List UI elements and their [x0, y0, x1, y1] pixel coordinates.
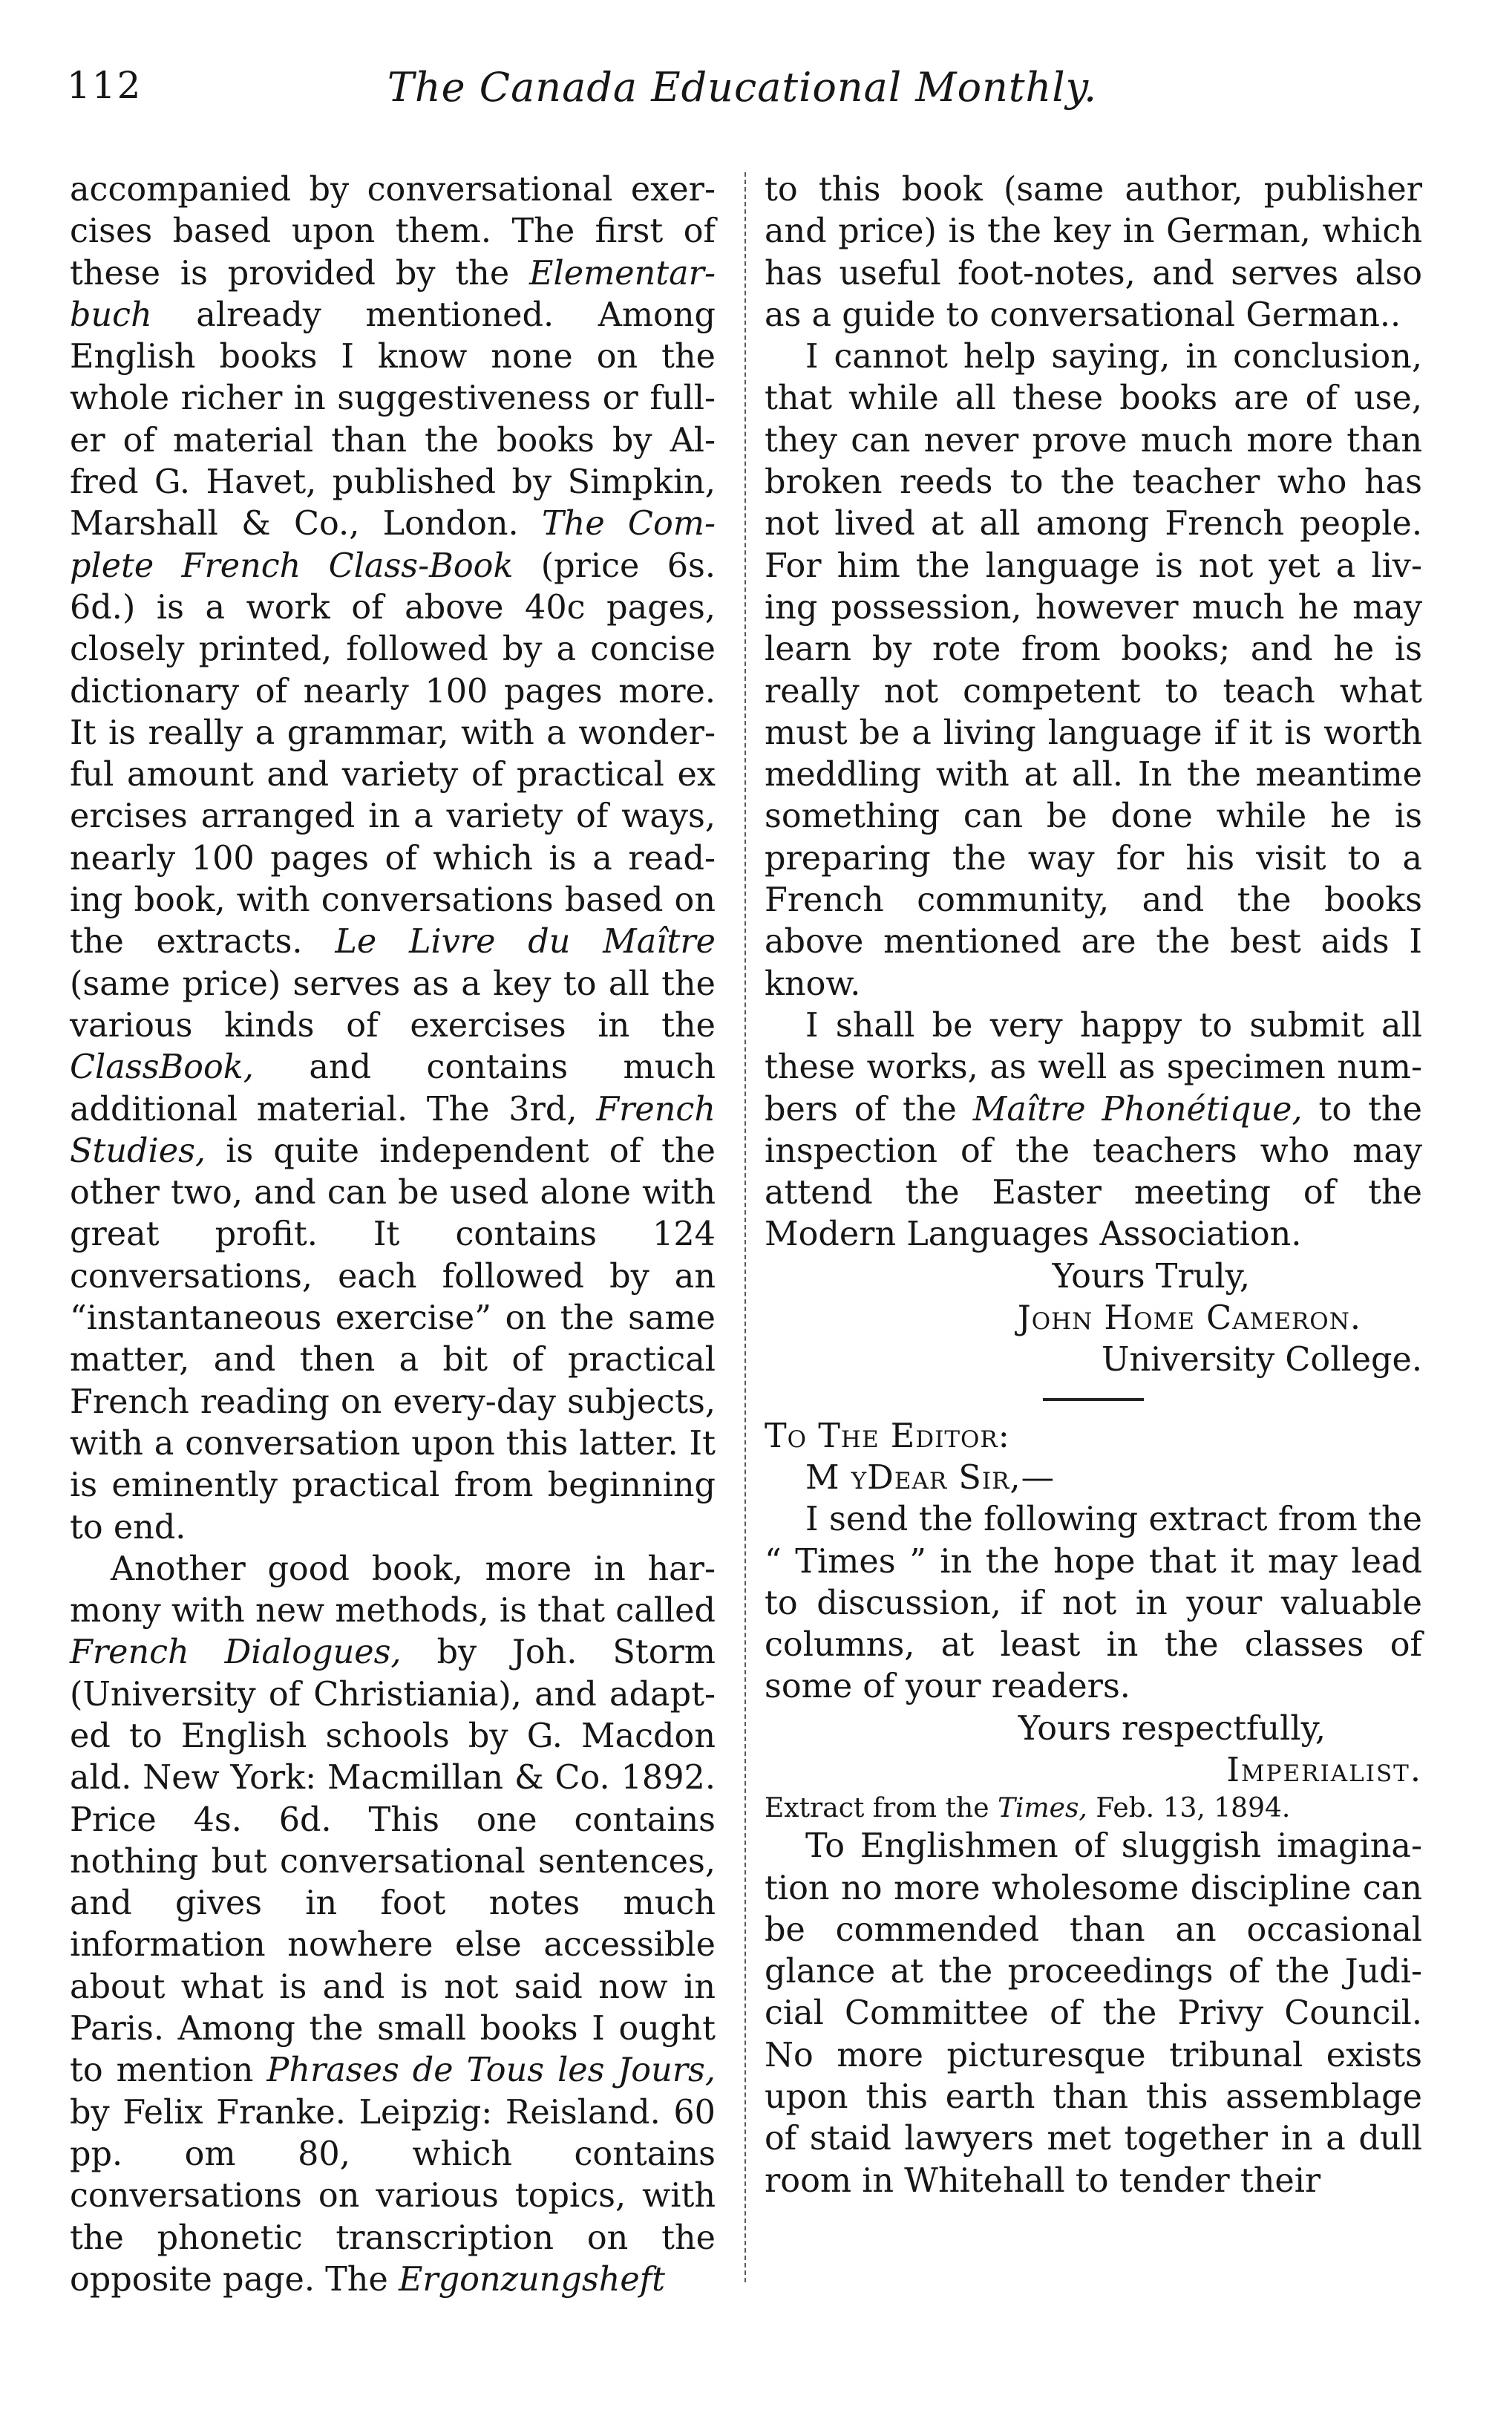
italic-title: French Studies, [70, 1090, 716, 1170]
text-span: to the inspection of the teachers who may attend the Easter meeting of the Modern Languages Association. [765, 1090, 1422, 1254]
paragraph [70, 1549, 716, 2301]
text-span: already mentioned. Among English books I know none on the whole richer in suggestiveness or fuller of material than the books by Alfred G. Havet, published by Simpkin, Marshall & Co., London. [70, 295, 716, 543]
letter-body: I send the following extract from the “ Times ” in the hope that it may lead to discussion, if not in your valuable columns, at least in the classes of some of your readers. [765, 1501, 1422, 1706]
italic-title: The Complete French Class-Book [70, 505, 716, 585]
paragraph: I cannot help saying, in conclusion, that while all these books are of use, they can never prove much more than broken reeds to the teacher who has not lived at all among French people. For him the language is not yet a living possession, however much he may learn by rote from books; and he is really not competent to teach what must be a living language if it is worth meddling with at all. In the meantime something can be done while he is preparing the way for his visit to a French community, and the books above mentioned are the best aids I know. [765, 338, 1422, 1003]
text-span: by Joh. Storm (University of Christiania), and adapted to English schools by G. Macdon ald. New York: Macmillan & Co. 1892. Price 4s. 6d. This one contains nothing but conversational sentences, and gives in foot notes much information nowhere else accessible about what is and is not said now in Paris. Among the small books I ought to mention [70, 1633, 716, 2090]
extract-heading [765, 1792, 1422, 1826]
paragraph [70, 169, 716, 1549]
page-header [67, 64, 1418, 131]
text-span: Another good book, more in harmony with new methods, is that called [70, 1550, 716, 1630]
extract-paragraph: To Englishmen of sluggish imagination no more wholesome discipline can be commended than an occasional glance at the proceedings of the Judicial Committee of the Privy Council. No more picturesque tribunal exists upon this earth than this assemblage of staid lawyers met together in a dull room in Whitehall to tender their [765, 1827, 1422, 2200]
letter-closing: Yours respectfully, [1018, 1709, 1326, 1748]
letter-address: To The Editor: [765, 1417, 1010, 1455]
italic-title: Le Livre du Maître [335, 923, 716, 961]
text-span: (price 6s. 6d.) is a work of above 40c pages, closely printed, followed by a concise dictionary of nearly 100 pages more. It is really a grammar, with a wonderful amount and variety of practical ex ercises arranged in a variety of ways, nearly 100 pages of which is a reading book, with conversations based on the extracts. [70, 546, 716, 961]
text-span: I shall be very happy to submit all these works, as well as specimen numbers of the [765, 1006, 1422, 1129]
text-span: Extract from the [765, 1793, 998, 1824]
signature-name: John Home Cameron. [1017, 1299, 1361, 1338]
signature-name: Imperialist. [1226, 1751, 1422, 1789]
italic-title: ClassBook, [70, 1048, 254, 1087]
signature-affiliation: University College. [1102, 1341, 1422, 1379]
letter-salutation: M yDear Sir,— [805, 1458, 1056, 1497]
running-title: The Canada Educational Monthly. [387, 64, 1098, 111]
section-rule [1043, 1398, 1144, 1401]
paragraph: to this book (same author, publisher and price) is the key in German, which has useful foot-notes, and serves also as a guide to conversational German.. [765, 171, 1422, 334]
text-span: by Felix Franke. Leipzig: Reisland. 60 pp. om 80, which contains conversations on various topics, with the phonetic transcription on the opposite page. The [70, 2093, 716, 2299]
page-number: 112 [67, 64, 143, 107]
text-span: Feb. 13, 1894. [1087, 1793, 1291, 1824]
text-span: (same price) serves as a key to all the various kinds of exercises in the [70, 964, 716, 1045]
paragraph [765, 1005, 1422, 1256]
letter-closing: Yours Truly, [1052, 1257, 1250, 1296]
text-span: and contains much additional material. The 3rd, [70, 1048, 716, 1129]
right-column [765, 169, 1422, 2202]
left-column [70, 169, 716, 2301]
column-divider [744, 172, 746, 2282]
italic-title: Maître Phonétique, [972, 1090, 1303, 1129]
text-span: is quite independent of the other two, and can be used alone with great profit. It contains 124 conversations, each followed by an “instantaneous exercise” on the same matter, and then a bit of practical French reading on every-day subjects, with a conversation upon this latter. It is eminently practical from beginning to end. [70, 1132, 716, 1547]
text-span: accompanied by conversational exercises based upon them. The first of these is provided by the [70, 171, 716, 293]
italic-title: French Dialogues, [70, 1633, 402, 1672]
italic-title: Elementarbuch [70, 254, 716, 334]
italic-title: Phrases de Tous les Jours, [266, 2051, 716, 2090]
italic-title: Ergonzungsheft [398, 2260, 666, 2299]
italic-title: Times, [997, 1793, 1087, 1824]
